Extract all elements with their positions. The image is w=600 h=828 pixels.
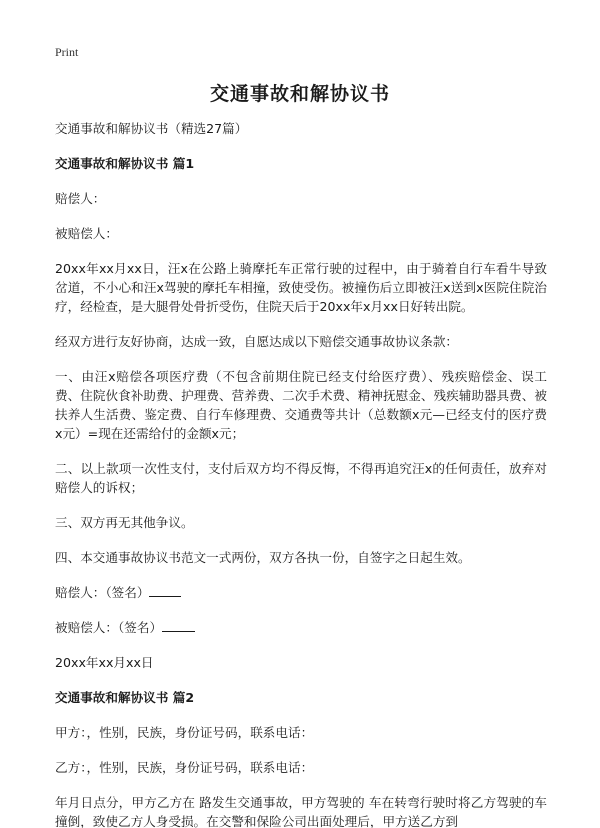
document-subtitle: 交通事故和解协议书（精选27篇） — [55, 121, 248, 136]
clause-2: 二、以上款项一次性支付，支付后双方均不得反悔，不得再追究汪x的任何责任，放弃对赔偿人的诉权； — [55, 461, 547, 495]
section-heading-2: 交通事故和解协议书 篇2 — [55, 690, 195, 705]
agreement-intro: 经双方进行友好协商，达成一致，自愿达成以下赔偿交通事故协议条款： — [55, 334, 458, 349]
payer-signature-label: 被赔偿人：（签名） — [55, 620, 163, 635]
payee-signature-blank — [149, 583, 181, 597]
accident-description: 20xx年xx月xx日，汪x在公路上骑摩托车正常行驶的过程中，由于骑着自行车看牛导致岔道，不小心和汪x驾驶的摩托车相撞，致使受伤。被撞伤后立即被汪x送到x医院住院治疗，经检查，是大腿骨处骨折受伤，住院天后于20xx年x月xx日好转出院。 — [55, 261, 547, 314]
clause-1: 一、由汪x赔偿各项医疗费（不包含前期住院已经支付给医疗费）、残疾赔偿金、误工费、住院伙食补助费、护理费、营养费、二次手术费、精神抚慰金、残疾辅助器具费、被扶养人生活费、鉴定费、自行车修理费、交通费等共计（总数额x元—已经支付的医疗费x元）=现在还需给付的金额x元； — [55, 369, 547, 441]
print-link[interactable]: Print — [55, 45, 79, 59]
section-heading-1: 交通事故和解协议书 篇1 — [55, 156, 195, 171]
payee-signature-line — [55, 583, 547, 602]
party-b-info: 乙方：，性别，民族，身份证号码，联系电话： — [55, 760, 314, 775]
section2-description: 年月日点分，甲方乙方在 路发生交通事故，甲方驾驶的 车在转弯行驶时将乙方驾驶的车撞倒，致使乙方人身受损。在交警和保险公司出面处理后，甲方送乙方到 — [55, 795, 547, 828]
party-a-info: 甲方：，性别，民族，身份证号码，联系电话： — [55, 725, 314, 740]
document-title: 交通事故和解协议书 — [209, 83, 390, 105]
payer-signature-line — [55, 618, 547, 637]
agreement-date: 20xx年xx月xx日 — [55, 655, 154, 670]
document-body — [55, 119, 547, 828]
payer-signature-blank — [162, 618, 195, 632]
clause-4: 四、本交通事故协议书范文一式两份，双方各执一份，自签字之日起生效。 — [55, 550, 471, 565]
payee-label: 赔偿人： — [55, 191, 106, 206]
payee-signature-label: 赔偿人：（签名） — [55, 585, 150, 600]
payer-label: 被赔偿人： — [55, 226, 118, 241]
clause-3: 三、双方再无其他争议。 — [55, 515, 194, 530]
